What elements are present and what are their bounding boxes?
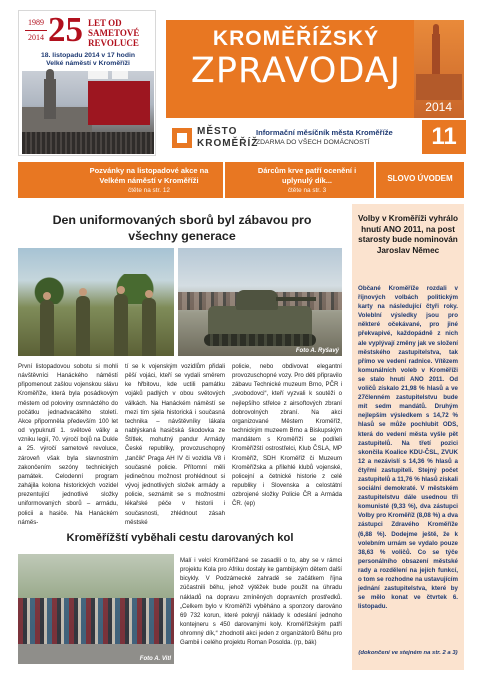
promo-sponsor-logo — [88, 71, 108, 79]
article1-column: policie, nebo obdivovat elegantní provozuschopné vozy. Pro děti připravilo zábavu Technické muzeum Brno, PČR i „svobodovci“, kteří vyzvali k soutěži o nejlepšího střelce z airsoftových zbraní dobrovolných zbraní. Na akci organizované Městem Kroměříž, technickým muzeem Brno a Biskupským mandátem s Kroměříží se podíleli Kroměřížští ostrostřelci, Klub ČSLA, MP Kroměříž, SDH Kroměříž či Muzeum Kroměřížska a přilehlé klubů vojenské, policejní a četnické historie z celé republiky i Slovenska a celostátní ozbrojené složky Policie ČR a Armáda ČR. (ep) — [232, 363, 342, 508]
teaser-blood-donors[interactable] — [246, 166, 368, 195]
promo-sponsor-logo — [112, 71, 128, 79]
article1-column: První listopadovou sobotu si mohli návštěvníci Hanáckého náměstí připomenout zašlou vojenskou slávu Kroměříže, která byla posádkovým městem od poloviny osmnáctého do počátku jednadvacátého století. Akce připomněla především 100 let od vypuknutí 1. světové války a vzniku legií, 70. výročí bojů na Dukle a 25. výročí sametové revoluce, zároveň však byla slavnostním zakončením sezóny technických památek. Celodenní program zahájila kolona historických vozidel prezentující jednotlivé složky uniformovaných sborů – armádu, policii a hasiče. Na Hanáckém náměs- — [18, 363, 118, 526]
promo-when-line1: 18. listopadu 2014 v 17 hodin — [40, 52, 136, 59]
promo-banner-line1: LET OD — [88, 18, 122, 28]
teaser-page: čtěte na str. 12 — [128, 187, 170, 194]
promo-when — [19, 52, 156, 68]
publisher-subtitle: Informační měsíčník města Kroměříže — [256, 128, 393, 137]
article2-photo-runners — [18, 554, 174, 664]
promo-years — [23, 17, 49, 44]
masthead-title-line2: ZPRAVODAJ — [190, 51, 402, 91]
teaser-title: Dárcům krve patří ocenění i uplynulý dík... — [257, 166, 357, 185]
city-logo-line2: KROMĚŘÍŽ — [197, 138, 259, 149]
promo-banner-line3: REVOLUCE — [88, 38, 139, 48]
city-logo-line1: MĚSTO — [197, 126, 238, 137]
issue-number: 11 — [422, 120, 466, 154]
elections-sidebar — [352, 204, 464, 670]
article1-photo-tank — [178, 248, 342, 356]
sidebar-continued-note[interactable]: (dokončení ve stejném na str. 2 a 3) — [358, 650, 458, 656]
masthead — [166, 20, 464, 118]
article1-headline[interactable]: Den uniformovaných sborů byl zábavou pro všechny generace — [52, 213, 312, 243]
promo-year-from: 1989 — [28, 18, 44, 27]
promo-program-box — [88, 81, 150, 125]
teaser-page: čtěte na str. 3 — [287, 187, 327, 194]
article2-headline[interactable]: Kroměřížští vyběhali cestu darovaných kol — [66, 532, 294, 544]
publisher-info — [256, 128, 416, 146]
sidebar-headline[interactable]: Volby v Kroměříži vyhrálo hnutí ANO 2011, na post starosty bude nominován Jaroslav Němec — [358, 214, 458, 255]
promo-banner-line2: SAMETOVÉ — [88, 28, 140, 38]
promo-big-number: 25 — [48, 10, 83, 49]
city-logo-icon — [172, 128, 192, 148]
article2-column: Malí i velcí Kroměřížané se zasadili o to, aby se v rámci projektu Kola pro Afriku dostaly ke gambijským dětem další bicykly. V Podzámecké zahradě se začátkem října zúčastnili běhu, jehož výtěžek bude použit na úhradu nákladů na dopravu zmíněných dopravních prostředků. „Celkem bylo v Kroměříži vyběháno a sponzory darováno 69 732 korun, které pokryjí náklady k odeslání jednoho kontejneru s 450 darovanými koly. Kroměřížským patří ohromný dík,“ zhodnotil akci jeden z organizátorů Běhu pro Gambii i celého projektu Roman Posolda. (rp, bák) — [180, 557, 342, 647]
masthead-title-line1: KROMĚŘÍŽSKÝ — [212, 27, 380, 50]
teaser-divider — [223, 162, 225, 198]
anniversary-promo[interactable] — [18, 10, 156, 156]
promo-square-image — [22, 71, 154, 154]
publisher-tagline: ZDARMA DO VŠECH DOMÁCNOSTÍ — [256, 139, 370, 146]
city-logo[interactable] — [172, 124, 259, 154]
photo-credit: Foto A. Vitl — [139, 656, 171, 662]
masthead-year: 2014 — [425, 100, 452, 114]
photo-credit: Foto A. Ryšavý — [295, 348, 339, 354]
teaser-title: Pozvánky na listopadové akce na Velkém náměstí v Kroměříži — [89, 166, 209, 185]
promo-when-line2: Velké náměstí v Kroměříži — [46, 60, 130, 67]
promo-banner — [88, 18, 156, 48]
article1-column: tí se k vojenským vozidlům přidali pěší vojáci, kteří se vydali směrem ke hřbitovu, kde uctili památku vojáků padlých v obou světových válkách. Na Hanáckém náměstí se mezi tím sjela historická i současná technika – návštěvníky lákala nablýskaná hasičská škodovka ze Štítlek, mohutný pandur Armády České republiky, provozuschopný „tančík“ Praga AH IV či vozidla V8 i současné policie. Přítomní měli jedinečnou možnost prohlédnout si vývoj jednotlivých složek armády a policie, seznámit se s možnostmi lékařské péče v historii i současnosti, zhlédnout zásah městské — [125, 363, 225, 526]
teaser-bar — [18, 162, 464, 198]
article1-photo-soldiers — [18, 248, 174, 356]
promo-year-to: 2014 — [28, 33, 44, 42]
teaser-events[interactable] — [88, 166, 210, 195]
teaser-editorial[interactable]: SLOVO ÚVODEM — [387, 174, 453, 183]
sidebar-body: Občané Kroměříže rozdali v říjnových volbách politickým karty na následující čtyři roky. Voleblní výsledky jsou pro některé očekávané, pro jiné překvapivé, každopádně z nich ale vyplývají změny jak ve složení městského zastupitelstva, tak přímo ve vedení radnice. Vítězem komunálních voleb v Kroměříži se stalo hnutí ANO 2011. Od voličů získalo 21,98 % hlasů a ve 27členném zastupitelstvu bude mít sedm mandátů. Druhým nejlepším výsledkem s 14,72 % hlasů se může pochlubit ODS, která do vedení města vyšle pět zastupitelů. Na třetí pozici skončila Koalice KDU-ČSL, ZVUK 12 a nezávislí s 14,36 % hlasů a čtyřmi zastupiteli. Stejný počet zastupitelů a 11,76 % hlasů získali sociální demokraté. V městském zastupitelstvu dále usednou tři komunisté (9,33 %), dva zástupci Volby pro Kroměříž (8,08 %) a dva zástupci Zdravého Kroměříže (6,88 %). Dodejme ještě, že k volebním urnám se vydalo pouze 38,63 % voličů. Co se týče personálního obsazení městské rady a rozdělení na jejích funkcí, o tom se rozhodne na ustavujícím jednání zastupitelstva, které by se mělo konat ve čtvrtek 6. listopadu. — [358, 285, 458, 611]
